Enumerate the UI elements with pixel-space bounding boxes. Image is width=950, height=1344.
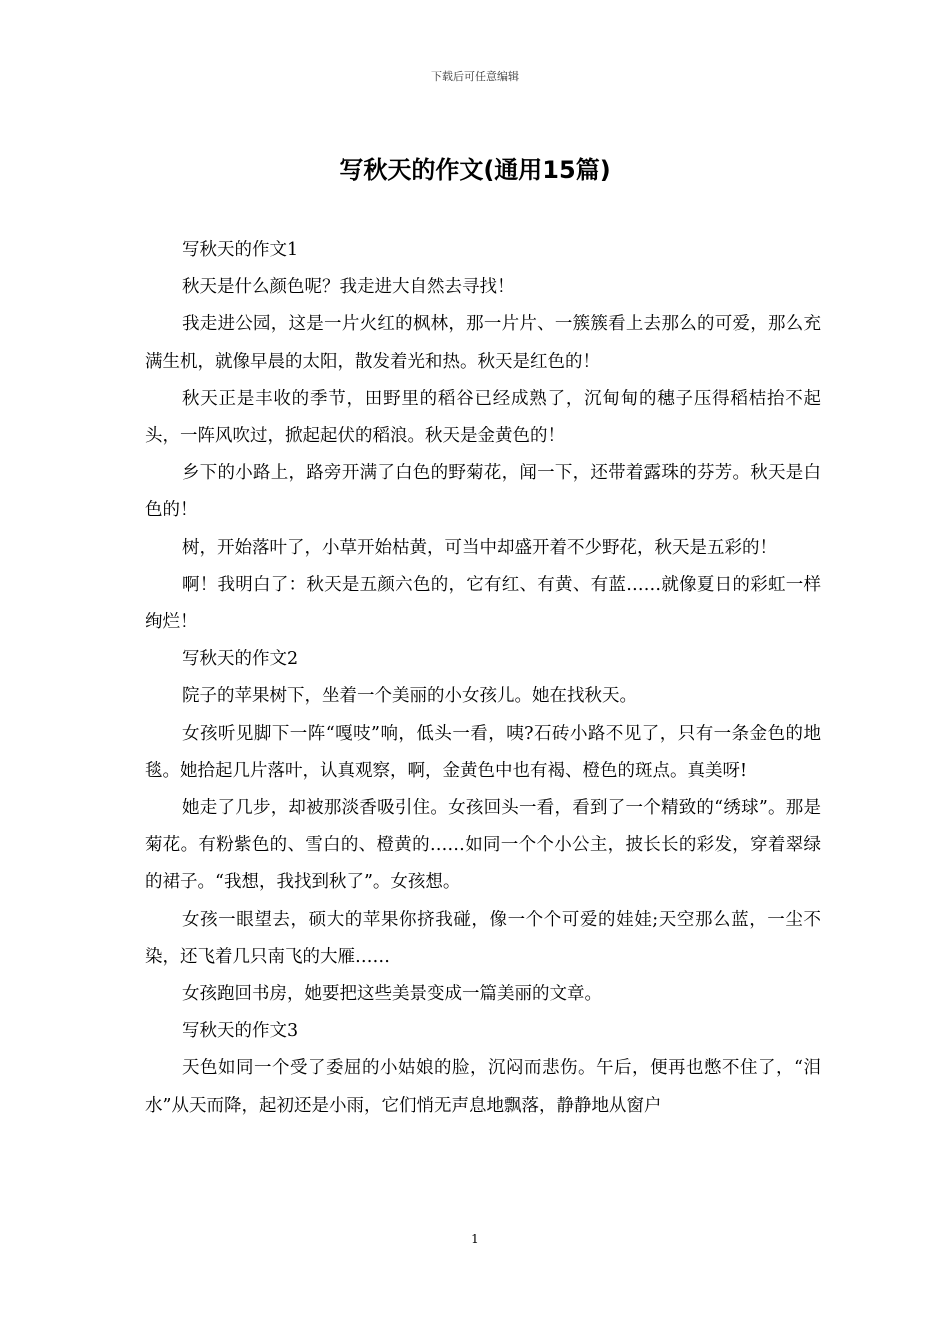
paragraph: 女孩跑回书房，她要把这些美景变成一篇美丽的文章。 xyxy=(182,984,602,1005)
paragraph: 树，开始落叶了，小草开始枯黄，可当中却盛开着不少野花，秋天是五彩的！ xyxy=(182,537,777,558)
document-title: 写秋天的作文(通用15篇) xyxy=(339,156,611,184)
paragraph: 女孩一眼望去，硕大的苹果你挤我碰，像一个个可爱的娃娃;天空那么蓝，一尘不染，还飞着几只南飞的大雁…… xyxy=(145,909,821,967)
paragraph: 她走了几步，却被那淡香吸引住。女孩回头一看，看到了一个精致的“绣球”。那是菊花。有粉紫色的、雪白的、橙黄的……如同一个个小公主，披长长的彩发，穿着翠绿的裙子。“我想，我找到秋了”。女孩想。 xyxy=(145,798,821,893)
paragraph: 乡下的小路上，路旁开满了白色的野菊花，闻一下，还带着露珠的芬芳。秋天是白色的！ xyxy=(145,463,821,521)
paragraph: 秋天是什么颜色呢？我走进大自然去寻找！ xyxy=(182,277,515,298)
paragraph: 我走进公园，这是一片火红的枫林，那一片片、一簇簇看上去那么的可爱，那么充满生机，就像早晨的太阳，散发着光和热。秋天是红色的！ xyxy=(145,314,821,372)
paragraph: 天色如同一个受了委屈的小姑娘的脸，沉闷而悲伤。午后，便再也憋不住了，“泪水”从天而降，起初还是小雨，它们悄无声息地飘落，静静地从窗户 xyxy=(145,1058,821,1116)
paragraph: 秋天正是丰收的季节，田野里的稻谷已经成熟了，沉甸甸的穗子压得稻桔抬不起头，一阵风吹过，掀起起伏的稻浪。秋天是金黄色的！ xyxy=(145,388,821,447)
essay-heading-1: 写秋天的作文1 xyxy=(182,240,299,260)
page-number: 1 xyxy=(471,1232,479,1246)
paragraph: 女孩听见脚下一阵“嘎吱”响，低头一看，咦?石砖小路不见了，只有一条金色的地毯。她拾起几片落叶，认真观察，啊，金黄色中也有褐、橙色的斑点。真美呀! xyxy=(145,723,821,781)
essay-heading-2: 写秋天的作文2 xyxy=(182,649,299,670)
body-text xyxy=(145,232,821,1125)
essay-heading-3: 写秋天的作文3 xyxy=(182,1021,299,1042)
paragraph: 啊！我明白了：秋天是五颜六色的，它有红、有黄、有蓝……就像夏日的彩虹一样绚烂！ xyxy=(145,574,821,633)
paragraph: 院子的苹果树下，坐着一个美丽的小女孩儿。她在找秋天。 xyxy=(182,686,637,707)
header-note: 下载后可任意编辑 xyxy=(431,70,519,83)
